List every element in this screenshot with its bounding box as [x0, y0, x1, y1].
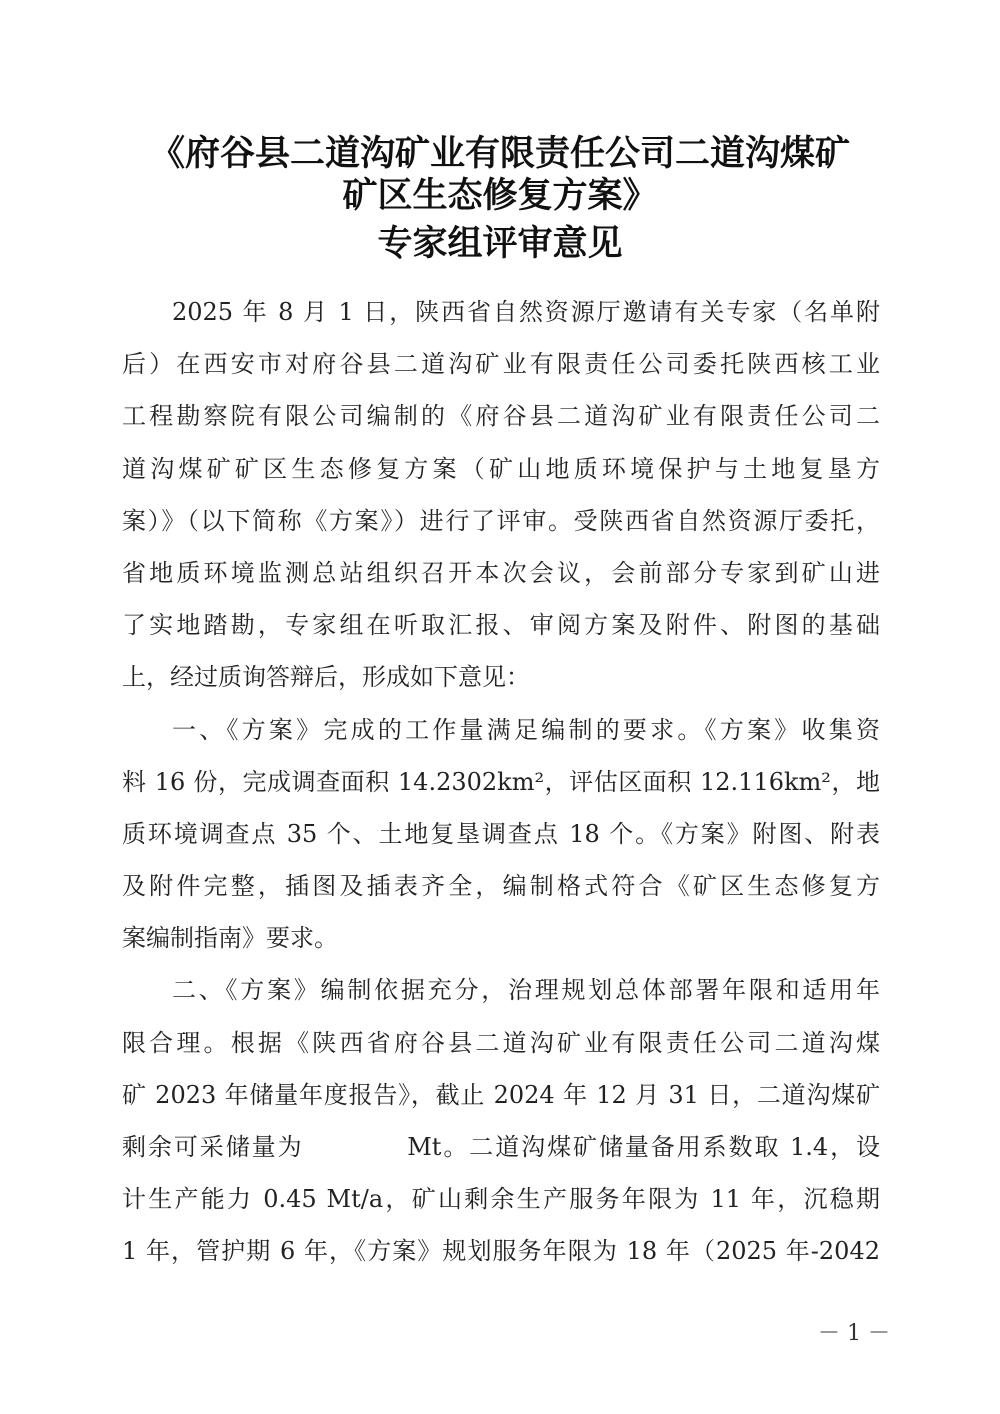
paragraph-line: 计生产能力 0.45 Mt/a，矿山剩余生产服务年限为 11 年，沉稳期 [122, 1185, 880, 1214]
paragraph-line: 及附件完整，插图及插表齐全，编制格式符合《矿区生态修复方 [122, 872, 880, 901]
paragraph-line: 二、《方案》编制依据充分，治理规划总体部署年限和适用年 [172, 976, 880, 1005]
paragraph [122, 972, 880, 1285]
document-body [122, 294, 880, 1286]
paragraph-line: 一、《方案》完成的工作量满足编制的要求。《方案》收集资 [172, 715, 880, 744]
paragraph-line: 质环境调查点 35 个、土地复垦调查点 18 个。《方案》附图、附表 [122, 819, 880, 848]
paragraph-line: 案编制指南》要求。 [122, 924, 338, 953]
paragraph-line: 1 年，管护期 6 年，《方案》规划服务年限为 18 年（2025 年-2042 [122, 1237, 880, 1266]
paragraph-line: 料 16 份，完成调查面积 14.2302km²，评估区面积 12.116km²，地 [122, 767, 880, 796]
paragraph-line: 上，经过质询答辩后，形成如下意见： [122, 663, 530, 692]
paragraph-line: 省地质环境监测总站组织召开本次会议，会前部分专家到矿山进 [122, 558, 880, 587]
page-number: － 1 － [818, 1321, 890, 1346]
document-title-line-2: 矿区生态修复方案》 [342, 175, 658, 216]
paragraph-line: 矿 2023 年储量年度报告》，截止 2024 年 12 月 31 日，二道沟煤矿 [122, 1080, 880, 1109]
paragraph-line: 道沟煤矿矿区生态修复方案（矿山地质环境保护与土地复垦方 [122, 454, 880, 483]
paragraph-line: 剩余可采储量为 Mt。二道沟煤矿储量备用系数取 1.4，设 [122, 1133, 880, 1161]
paragraph [122, 294, 880, 712]
paragraph-line: 了实地踏勘，专家组在听取汇报、审阅方案及附件、附图的基础 [122, 611, 880, 640]
paragraph [122, 712, 880, 973]
paragraph-line: 后）在西安市对府谷县二道沟矿业有限责任公司委托陕西核工业 [122, 350, 880, 379]
document-title-line-3: 专家组评审意见 [377, 223, 623, 264]
document-title-line-1: 《府谷县二道沟矿业有限责任公司二道沟煤矿 [149, 133, 850, 174]
paragraph-line: 案）》（以下简称《方案》）进行了评审。受陕西省自然资源厅委托， [122, 506, 880, 535]
paragraph-line: 工程勘察院有限公司编制的《府谷县二道沟矿业有限责任公司二 [122, 402, 880, 431]
paragraph-line: 2025 年 8 月 1 日，陕西省自然资源厅邀请有关专家（名单附 [172, 298, 880, 326]
paragraph-line: 限合理。根据《陕西省府谷县二道沟矿业有限责任公司二道沟煤 [122, 1028, 880, 1057]
